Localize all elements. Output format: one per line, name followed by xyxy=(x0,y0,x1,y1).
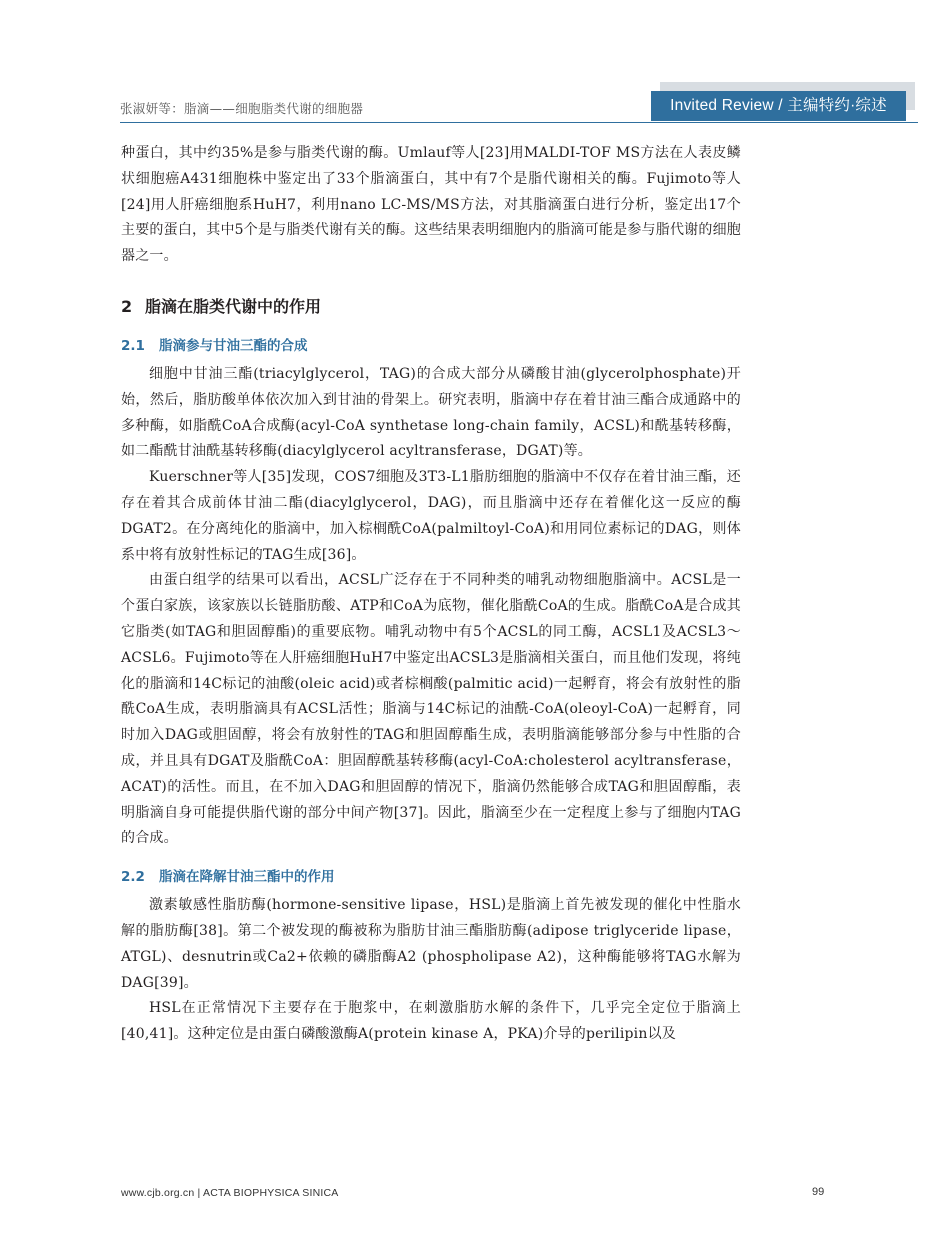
page-number: 99 xyxy=(812,1186,825,1198)
section-2-heading xyxy=(121,294,741,317)
header-divider xyxy=(120,122,918,123)
subsection-title: 脂滴参与甘油三酯的合成 xyxy=(159,337,308,354)
section-number: 2 xyxy=(121,296,133,316)
subsection-title: 脂滴在降解甘油三酯中的作用 xyxy=(159,869,335,886)
subsection-number: 2.2 xyxy=(121,869,145,886)
subsection-number: 2.1 xyxy=(121,337,145,354)
running-title: 张淑妍等：脂滴——细胞脂类代谢的细胞器 xyxy=(120,101,364,116)
section-title: 脂滴在脂类代谢中的作用 xyxy=(145,296,322,316)
paragraph-6: HSL在正常情况下主要存在于胞浆中，在刺激脂肪水解的条件下，几乎完全定位于脂滴上[40,41]。这种定位是由蛋白磷酸激酶A(protein kinase A，PKA)介导的perilipin以及 xyxy=(121,1000,741,1043)
paragraph-2: 细胞中甘油三酯(triacylglycerol，TAG)的合成大部分从磷酸甘油(glycerolphosphate)开始，然后，脂肪酸单体依次加入到甘油的骨架上。研究表明，脂滴中存在着甘油三酯合成通路中的多种酶，如脂酰CoA合成酶(acyl-CoA synthetase long-chain family，ACSL)和酰基转移酶，如二酯酰甘油酰基转移酶(diacylglycerol acyltransferase，DGAT)等。 xyxy=(121,365,741,460)
article-body xyxy=(121,141,741,1048)
paragraph-3: Kuerschner等人[35]发现，COS7细胞及3T3-L1脂肪细胞的脂滴中不仅存在着甘油三酯，还存在着其合成前体甘油二酯(diacylglycerol，DAG)，而且脂滴中还存在着催化这一反应的酶DGAT2。在分离纯化的脂滴中，加入棕榈酰CoA(palmiltoyl-CoA)和用同位素标记的DAG，则体系中将有放射性标记的TAG生成[36]。 xyxy=(121,469,741,563)
section-badge: Invited Review / 主编特约·综述 xyxy=(651,91,906,121)
paragraph-1: 种蛋白，其中约35%是参与脂类代谢的酶。Umlauf等人[23]用MALDI-TOF MS方法在人表皮鳞状细胞癌A431细胞株中鉴定出了33个脂滴蛋白，其中有7个是脂代谢相关的酶。Fujimoto等人[24]用人肝癌细胞系HuH7，利用nano LC-MS/MS方法，对其脂滴蛋白进行分析，鉴定出17个主要的蛋白，其中5个是与脂类代谢有关的酶。这些结果表明细胞内的脂滴可能是参与脂代谢的细胞器之一。 xyxy=(121,145,741,265)
paragraph-4: 由蛋白组学的结果可以看出，ACSL广泛存在于不同种类的哺乳动物细胞脂滴中。ACSL是一个蛋白家族，该家族以长链脂肪酸、ATP和CoA为底物，催化脂酰CoA的生成。脂酰CoA是合成其它脂类(如TAG和胆固醇酯)的重要底物。哺乳动物中有5个ACSL的同工酶，ACSL1及ACSL3～ACSL6。Fujimoto等在人肝癌细胞HuH7中鉴定出ACSL3是脂滴相关蛋白，而且他们发现，将纯化的脂滴和14C标记的油酸(oleic acid)或者棕榈酸(palmitic acid)一起孵育，将会有放射性的脂酰CoA生成，表明脂滴具有ACSL活性；脂滴与14C标记的油酰-CoA(oleoyl-CoA)一起孵育，同时加入DAG或胆固醇，将会有放射性的TAG和胆固醇酯生成，表明脂滴能够部分参与中性脂的合成，并且具有DGAT及脂酰CoA：胆固醇酰基转移酶(acyl-CoA:cholesterol acyltransferase，ACAT)的活性。而且，在不加入DAG和胆固醇的情况下，脂滴仍然能够合成TAG和胆固醇酯，表明脂滴自身可能提供脂代谢的部分中间产物[37]。因此，脂滴至少在一定程度上参与了细胞内TAG的合成。 xyxy=(121,572,741,847)
section-2-1-heading xyxy=(121,334,741,354)
section-2-2-heading xyxy=(121,865,741,885)
footer-journal: www.cjb.org.cn | ACTA BIOPHYSICA SINICA xyxy=(121,1187,339,1199)
paragraph-5: 激素敏感性脂肪酶(hormone-sensitive lipase，HSL)是脂滴上首先被发现的催化中性脂水解的脂肪酶[38]。第二个被发现的酶被称为脂肪甘油三酯脂肪酶(adipose triglyceride lipase，ATGL)、desnutrin或Ca2+依赖的磷脂酶A2 (phospholipase A2)，这种酶能够将TAG水解为DAG[39]。 xyxy=(121,897,741,991)
